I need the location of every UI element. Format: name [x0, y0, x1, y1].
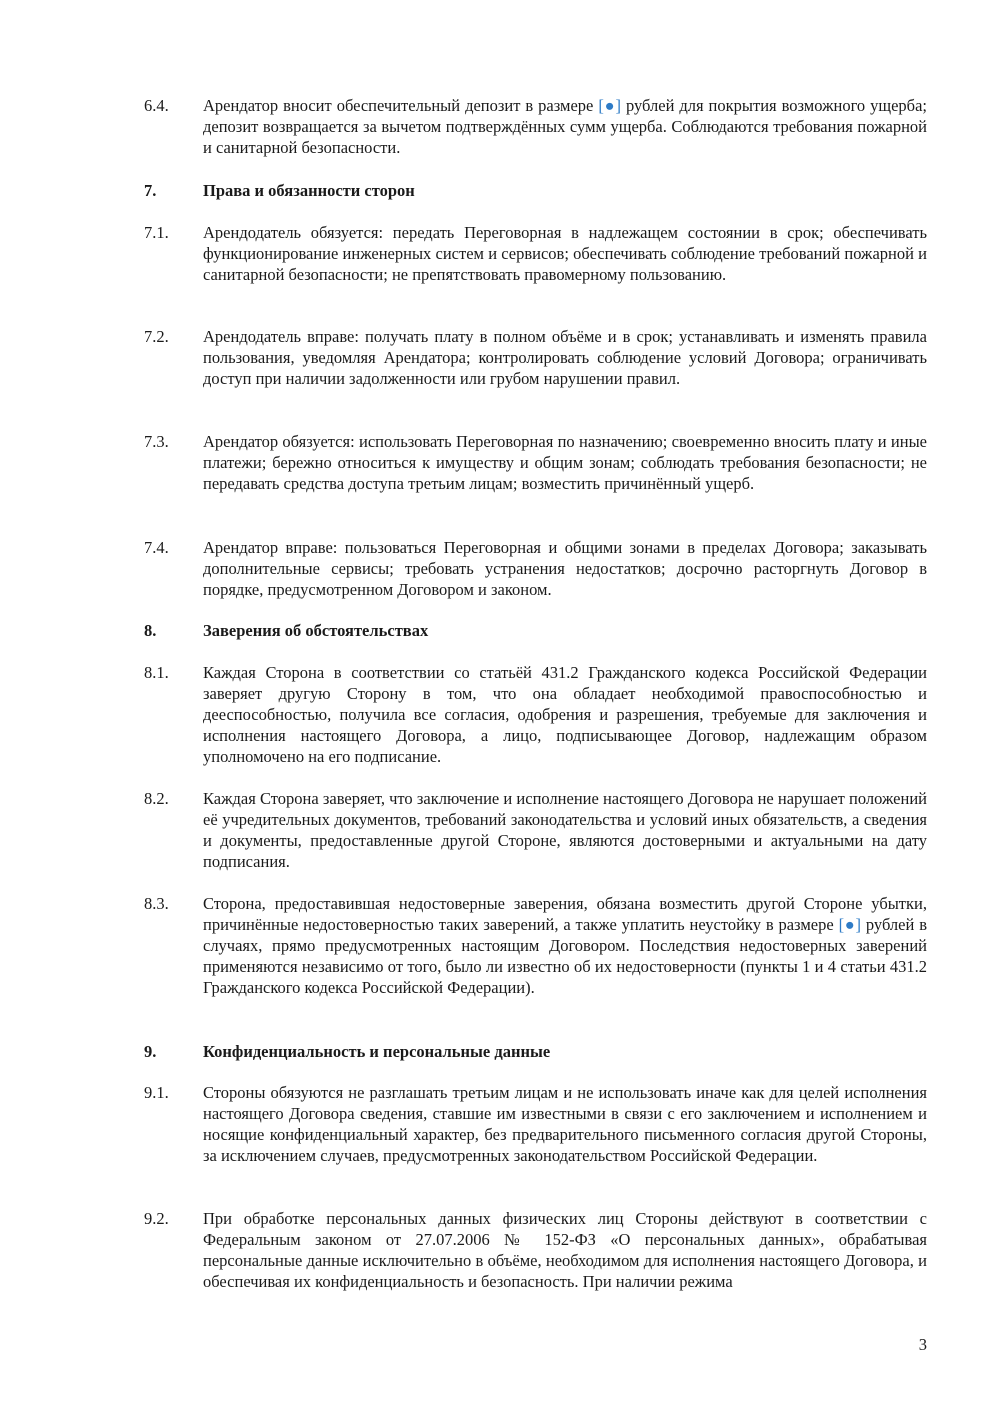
- clause-number: 9.2.: [144, 1209, 169, 1228]
- clause-8-2: [144, 788, 927, 872]
- section-number: 7.: [144, 181, 157, 200]
- clause-number: 8.2.: [144, 789, 169, 808]
- clause-number: 7.1.: [144, 223, 169, 242]
- page-number: 3: [918, 1335, 927, 1354]
- placeholder-marker[interactable]: [●]: [598, 96, 621, 115]
- clause-text: Каждая Сторона заверяет, что заключение и исполнение настоящего Договора не нарушает положений её учредительных документов, требований законодательства и условий иных обязательств, а сведения и документы, предоставленные другой Стороне, являются достоверными и актуальными на дату подписания.: [203, 789, 927, 871]
- clause-7-3: [144, 431, 927, 515]
- clause-text: При обработке персональных данных физических лиц Стороны действуют в соответствии с Федеральным законом от 27.07.2006 № 152-ФЗ «О персональных данных», обрабатывая персональные данные исключительно в объёме, необходимом для исполнения настоящего Договора, и обеспечивая их конфиденциальность и безопасность. При наличии режима: [203, 1209, 927, 1291]
- section-title: Заверения об обстоятельствах: [203, 621, 429, 640]
- clause-9-1: [144, 1082, 927, 1187]
- section-title: Конфиденциальность и персональные данные: [203, 1042, 551, 1061]
- clause-number: 8.3.: [144, 894, 169, 913]
- clause-6-4: [144, 95, 927, 159]
- section-title: Права и обязанности сторон: [203, 181, 415, 200]
- clause-7-2: [144, 326, 927, 410]
- clause-text: Арендатор обязуется: использовать Переговорная по назначению; своевременно вносить плату и иные платежи; бережно относиться к имуществу и общим зонам; соблюдать требования безопасности; не передавать средства доступа третьим лицам; возместить причинённый ущерб.: [203, 432, 927, 493]
- clause-text: Каждая Сторона в соответствии со статьёй 431.2 Гражданского кодекса Российской Федерации заверяет другую Сторону в том, что она обладает необходимой правоспособностью и дееспособностью, получила все согласия, одобрения и разрешения, требуемые для заключения и исполнения настоящего Договора, а лицо, подписывающее Договор, надлежащим образом уполномочено на его подписание.: [203, 663, 927, 766]
- clause-number: 7.2.: [144, 327, 169, 346]
- clause-number: 9.1.: [144, 1083, 169, 1102]
- clause-7-1: [144, 222, 927, 306]
- clause-text: Арендатор вносит обеспечительный депозит в размере [●] рублей для покрытия возможного ущерба; депозит возвращается за вычетом подтверждённых сумм ущерба. Соблюдаются требования пожарной и санитарной безопасности.: [203, 96, 927, 157]
- section-number: 9.: [144, 1042, 157, 1061]
- clause-text: Арендодатель обязуется: передать Переговорная в надлежащем состоянии в срок; обеспечивать функционирование инженерных систем и сервисов; обеспечивать соблюдение требований пожарной и санитарной безопасности; не препятствовать правомерному пользованию.: [203, 223, 927, 284]
- section-heading-8: [144, 620, 927, 641]
- clause-text: Арендатор вправе: пользоваться Переговорная и общими зонами в пределах Договора; заказывать дополнительные сервисы; требовать устранения недостатков; досрочно расторгнуть Договор в порядке, предусмотренном Договором и законом.: [203, 538, 927, 599]
- clause-9-2: [144, 1208, 927, 1292]
- clause-number: 8.1.: [144, 663, 169, 682]
- clause-number: 6.4.: [144, 96, 169, 115]
- clause-text: Стороны обязуются не разглашать третьим лицам и не использовать иначе как для целей исполнения настоящего Договора сведения, ставшие им известными в связи с его заключением и исполнением и носящие конфиденциальный характер, без предварительного письменного согласия другой Стороны, за исключением случаев, предусмотренных законодательством Российской Федерации.: [203, 1083, 927, 1165]
- section-heading-7: [144, 180, 927, 201]
- placeholder-marker[interactable]: [●]: [838, 915, 862, 934]
- clause-8-1: [144, 662, 927, 767]
- clause-text: Арендодатель вправе: получать плату в полном объёме и в срок; устанавливать и изменять правила пользования, уведомляя Арендатора; контролировать соблюдение условий Договора; ограничивать доступ при наличии задолженности или грубом нарушении правил.: [203, 327, 927, 388]
- section-heading-9: [144, 1041, 927, 1062]
- clause-number: 7.3.: [144, 432, 169, 451]
- clause-7-4: [144, 537, 927, 601]
- clause-number: 7.4.: [144, 538, 169, 557]
- clause-text: Сторона, предоставившая недостоверные заверения, обязана возместить другой Стороне убытки, причинённые недостоверностью таких заверений, а также уплатить неустойку в размере [●] рублей в случаях, прямо предусмотренных настоящим Договором. Последствия недостоверных заверений применяются независимо от того, было ли известно об их недостоверности (пункты 1 и 4 статьи 431.2 Гражданского кодекса Российской Федерации).: [203, 894, 927, 997]
- clause-8-3: [144, 893, 927, 1019]
- section-number: 8.: [144, 621, 157, 640]
